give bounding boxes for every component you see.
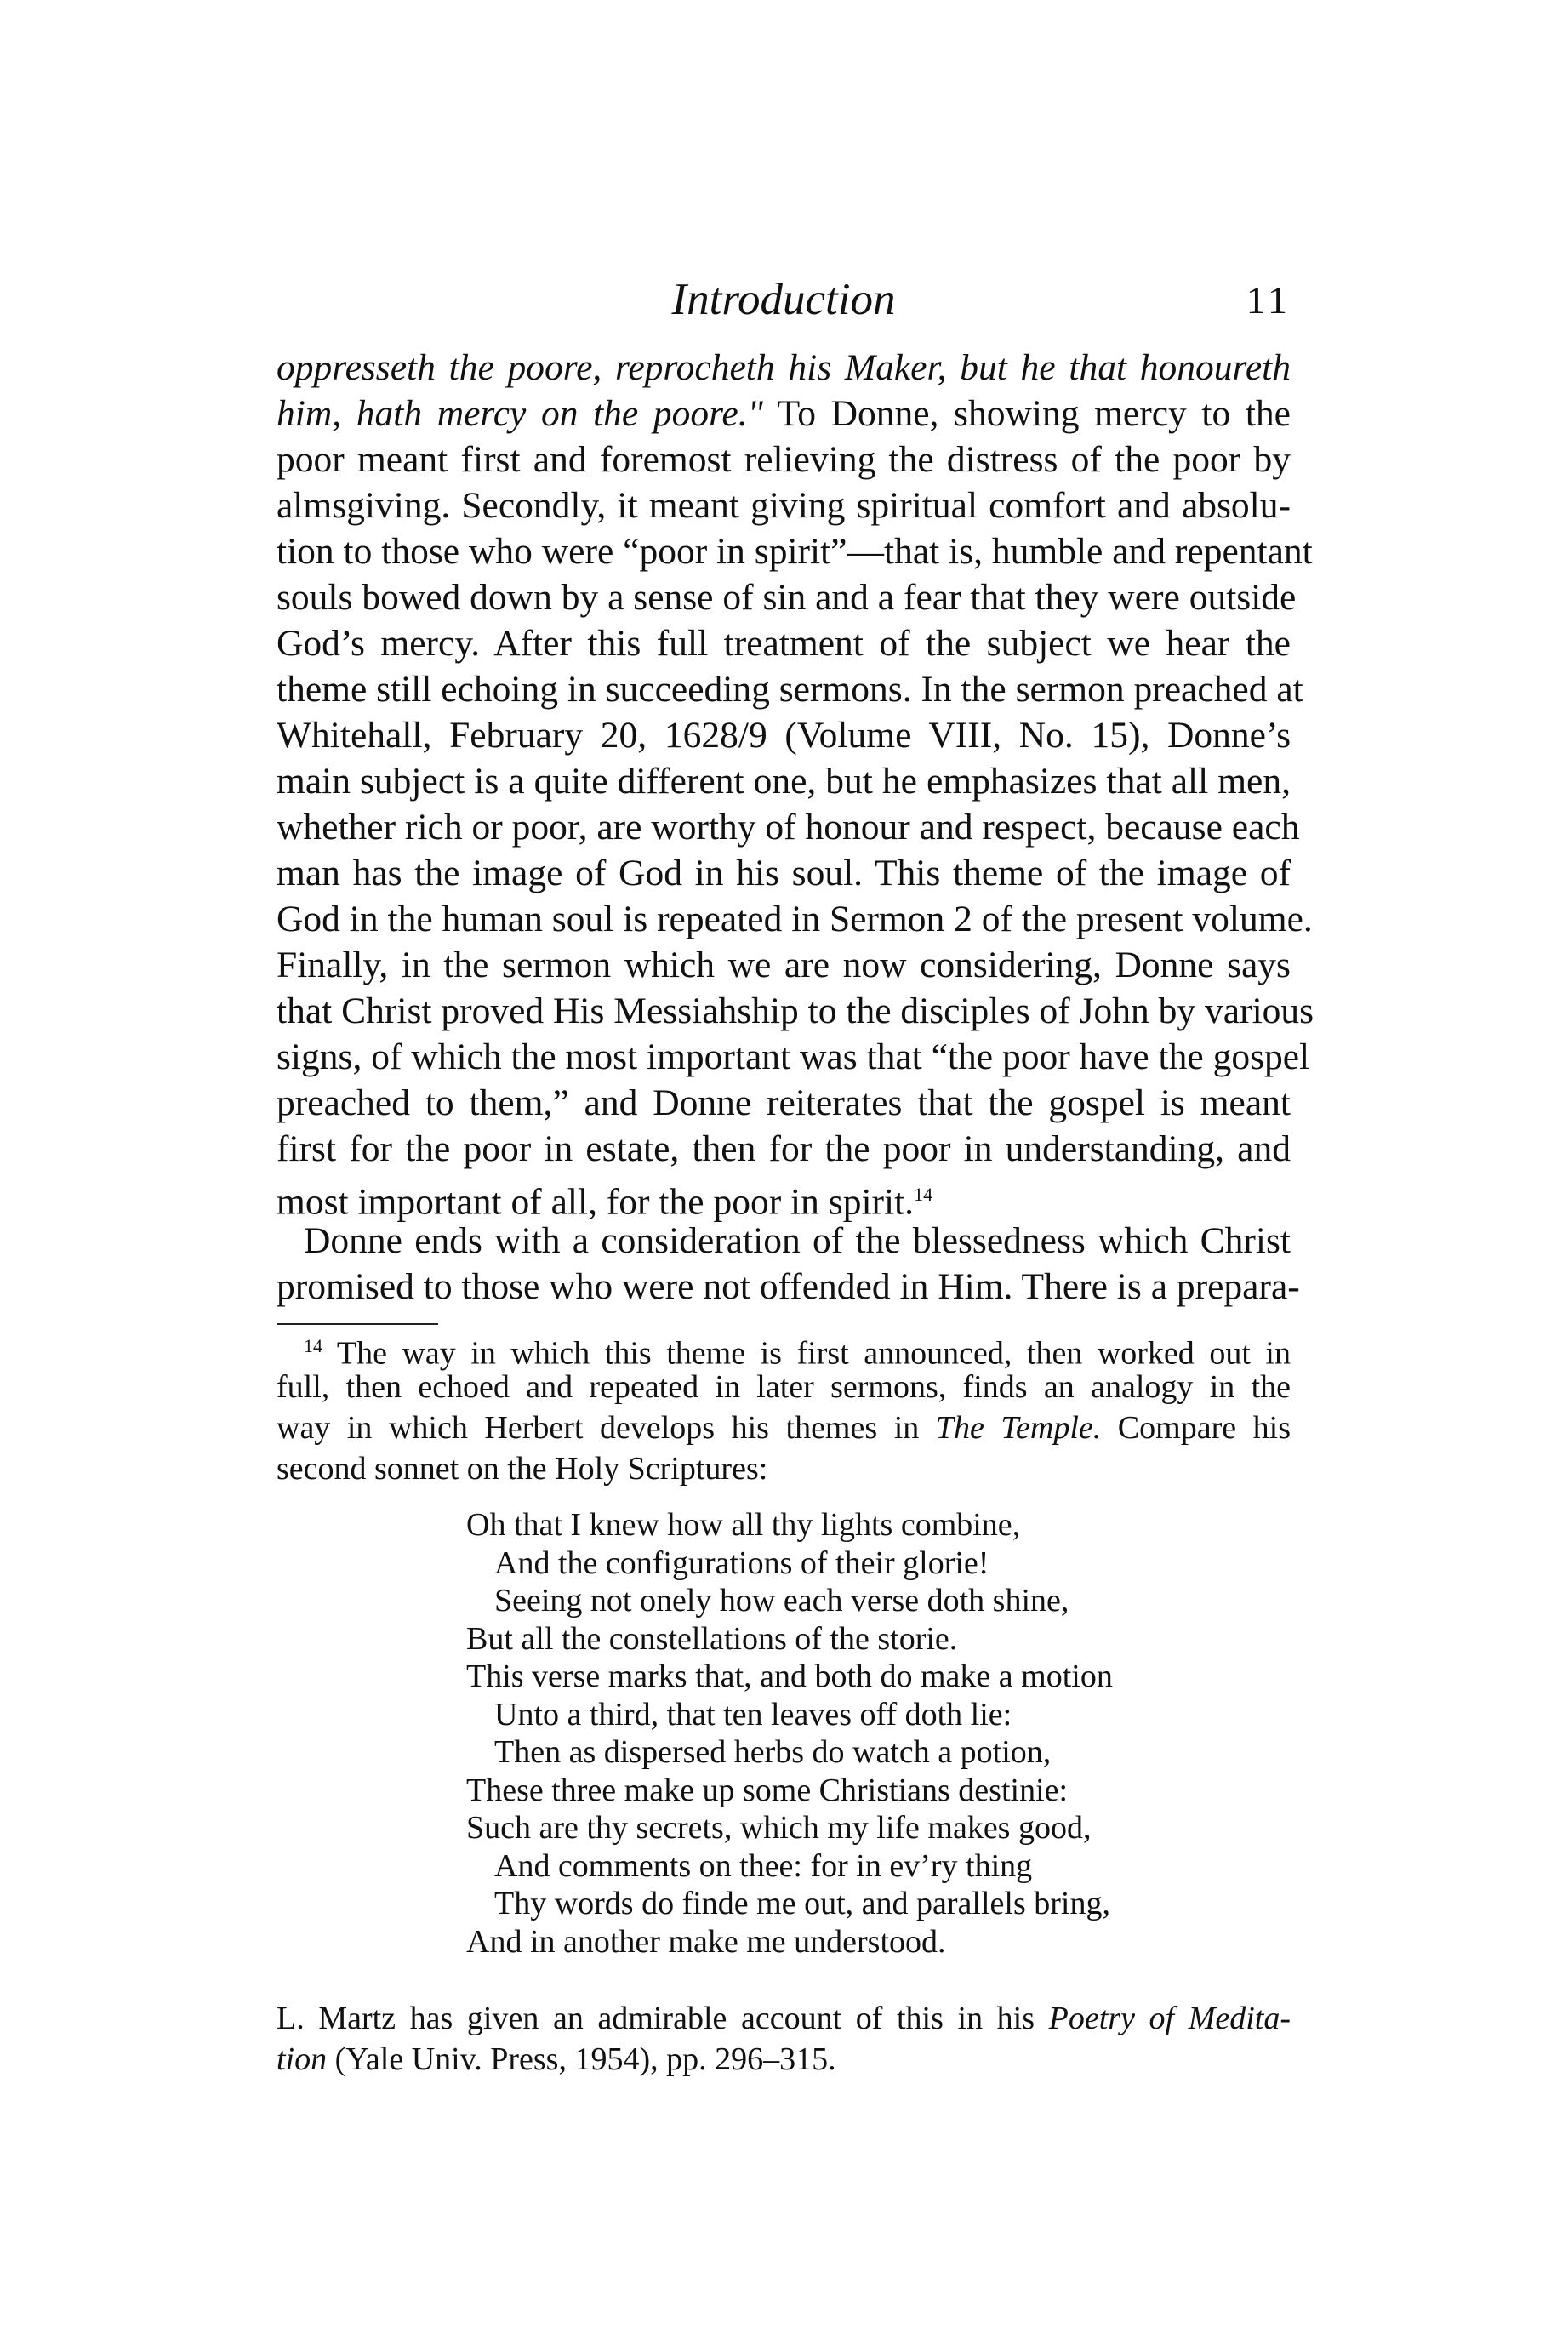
poem-quotation: [466, 1506, 1232, 1961]
poem-line: This verse marks that, and both do make a motion: [466, 1658, 1113, 1694]
text-line: [277, 391, 1291, 437]
text-line: first for the poor in estate, then for the poor in understanding, and: [277, 1128, 1291, 1169]
poem-line: Seeing not onely how each verse doth shine,: [494, 1583, 1069, 1618]
text-line: signs, of which the most important was that “the poor have the gospel: [277, 1036, 1310, 1077]
footnote-line: [277, 2038, 1291, 2079]
footnote-rule: [277, 1323, 438, 1325]
poem-line: Thy words do finde me out, and parallels bring,: [494, 1886, 1110, 1921]
text-line: God in the human soul is repeated in Sermon 2 of the present volume.: [277, 899, 1313, 939]
poem-line: But all the constellations of the storie.: [466, 1620, 958, 1657]
text-line: that Christ proved His Messiahship to the disciples of John by various: [277, 990, 1314, 1031]
poem-line: These three make up some Christians destinie:: [466, 1772, 1069, 1808]
text-line: poor meant first and foremost relieving the distress of the poor by: [277, 439, 1291, 480]
main-text: [277, 345, 1314, 1310]
poem-line: Then as dispersed herbs do watch a potion,: [494, 1734, 1052, 1770]
text-line: [277, 1172, 1291, 1223]
poem-line: And in another make me understood.: [466, 1923, 946, 1960]
footnote-reference: 14: [914, 1184, 933, 1205]
book-title-italic: tion: [277, 2041, 328, 2077]
quote-italic: him, hath mercy on the poore.": [277, 393, 763, 434]
footnote-line: second sonnet on the Holy Scriptures:: [277, 1451, 768, 1487]
text-line: tion to those who were “poor in spirit”—that is, humble and repentant: [277, 531, 1313, 572]
text-segment: L. Martz has given an admirable account of this in his: [277, 2001, 1049, 2036]
page-number: 11: [1246, 278, 1291, 322]
footnote-line: [277, 1326, 1291, 1372]
text-segment: Compare his: [1101, 1410, 1291, 1446]
text-segment: The way in which this theme is first announced, then worked out in: [336, 1335, 1291, 1372]
footnote-closing: [277, 1997, 1291, 2079]
text-line: oppresseth the poore, reprocheth his Maker, but he that honoureth: [277, 347, 1291, 388]
text-line: theme still echoing in succeeding sermons. In the sermon preached at: [277, 669, 1303, 710]
text-segment: To Donne, showing mercy to the: [762, 393, 1291, 434]
running-head: [277, 274, 1291, 334]
poem-line: Such are thy secrets, which my life makes good,: [466, 1810, 1092, 1846]
text-line: almsgiving. Secondly, it meant giving spiritual comfort and absolu-: [277, 485, 1291, 526]
poem-line: Oh that I knew how all thy lights combine,: [466, 1507, 1021, 1543]
text-line: God’s mercy. After this full treatment of the subject we hear the: [277, 623, 1291, 664]
text-line: man has the image of God in his soul. This theme of the image of: [277, 853, 1291, 893]
poem-line: And comments on thee: for in ev’ry thing: [494, 1847, 1033, 1884]
book-title-italic: The Temple.: [935, 1410, 1102, 1446]
text-segment: (Yale Univ. Press, 1954), pp. 296–315.: [327, 2041, 836, 2077]
text-segment: way in which Herbert develops his themes in: [277, 1410, 936, 1446]
text-segment: most important of all, for the poor in spirit.: [277, 1181, 915, 1223]
text-line: Whitehall, February 20, 1628/9 (Volume VIII, No. 15), Donne’s: [277, 715, 1291, 756]
text-line: whether rich or poor, are worthy of honour and respect, because each: [277, 807, 1300, 848]
book-title-italic: Poetry of Medita-: [1048, 2001, 1291, 2036]
footnote-line: full, then echoed and repeated in later sermons, finds an analogy in the: [277, 1369, 1291, 1405]
poem-line: And the configurations of their glorie!: [494, 1544, 989, 1581]
footnote: [277, 1326, 1291, 1489]
text-line: Donne ends with a consideration of the blessedness which Christ: [304, 1220, 1291, 1261]
text-line: souls bowed down by a sense of sin and a fear that they were outside: [277, 577, 1297, 618]
text-line: main subject is a quite different one, but he emphasizes that all men,: [277, 761, 1291, 802]
footnote-line: [277, 1997, 1291, 2038]
footnote-line: [277, 1407, 1291, 1448]
footnote-marker: 14: [304, 1335, 322, 1356]
text-line: preached to them,” and Donne reiterates that the gospel is meant: [277, 1082, 1291, 1123]
text-line: Finally, in the sermon which we are now considering, Donne says: [277, 945, 1291, 985]
poem-line: Unto a third, that ten leaves off doth lie:: [494, 1696, 1012, 1733]
text-line: promised to those who were not offended in Him. There is a prepara-: [277, 1266, 1300, 1307]
running-title: Introduction: [671, 275, 896, 324]
